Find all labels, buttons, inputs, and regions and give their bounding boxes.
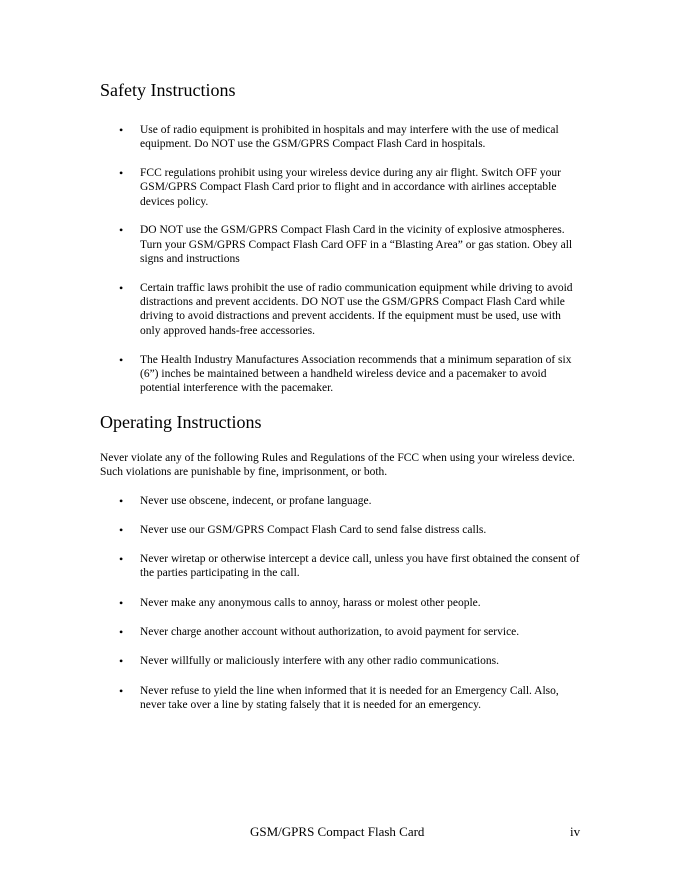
safety-section [100,78,580,395]
footer-title: GSM/GPRS Compact Flash Card [250,824,425,839]
safety-item-1: • Use of radio equipment is prohibited in hospitals and may interfere with the use of medical equipment. Do NOT use the GSM/GPRS Compact Flash Card in hospitals. [100,123,580,152]
operating-intro: Never violate any of the following Rules and Regulations of the FCC when using your wireless device. Such violations are punishable by fine, imprisonment, or both. [100,451,575,479]
operating-item-5: • Never charge another account without authorization, to avoid payment for service. [100,625,580,639]
operating-item-3: • Never wiretap or otherwise intercept a device call, unless you have first obtained the consent of the parties participating in the call. [100,552,580,581]
operating-item-1: • Never use obscene, indecent, or profane language. [100,494,580,508]
operating-item-6: • Never willfully or maliciously interfere with any other radio communications. [100,654,580,668]
operating-section [100,410,580,712]
page-number: iv [570,824,581,839]
safety-item-4: • Certain traffic laws prohibit the use of radio communication equipment while driving to avoid distractions and prevent accidents. DO NOT use the GSM/GPRS Compact Flash Card while driving to avoid distractions and prevent accidents. If the equipment must be used, use with only approved hands-free accessories. [100,281,580,338]
safety-item-3: • DO NOT use the GSM/GPRS Compact Flash Card in the vicinity of explosive atmospheres. Turn your GSM/GPRS Compact Flash Card OFF in a “Blasting Area” or gas station. Obey all signs and instructions [100,223,580,266]
operating-heading: Operating Instructions [100,411,262,432]
safety-list [100,123,580,395]
operating-list [100,494,580,713]
safety-item-5: • The Health Industry Manufactures Association recommends that a minimum separation of six (6”) inches be maintained between a handheld wireless device and a pacemaker to avoid potential interference with the pacemaker. [100,353,580,396]
safety-heading: Safety Instructions [100,80,236,100]
operating-item-7: • Never refuse to yield the line when informed that it is needed for an Emergency Call. Also, never take over a line by stating falsely that it is needed for an emergency. [100,684,580,713]
page-content [100,78,580,727]
operating-item-2: • Never use our GSM/GPRS Compact Flash Card to send false distress calls. [100,523,580,537]
operating-item-4: • Never make any anonymous calls to annoy, harass or molest other people. [100,596,580,610]
safety-item-2: • FCC regulations prohibit using your wireless device during any air flight. Switch OFF your GSM/GPRS Compact Flash Card prior to flight and in accordance with airlines acceptable devices policy. [100,166,580,209]
